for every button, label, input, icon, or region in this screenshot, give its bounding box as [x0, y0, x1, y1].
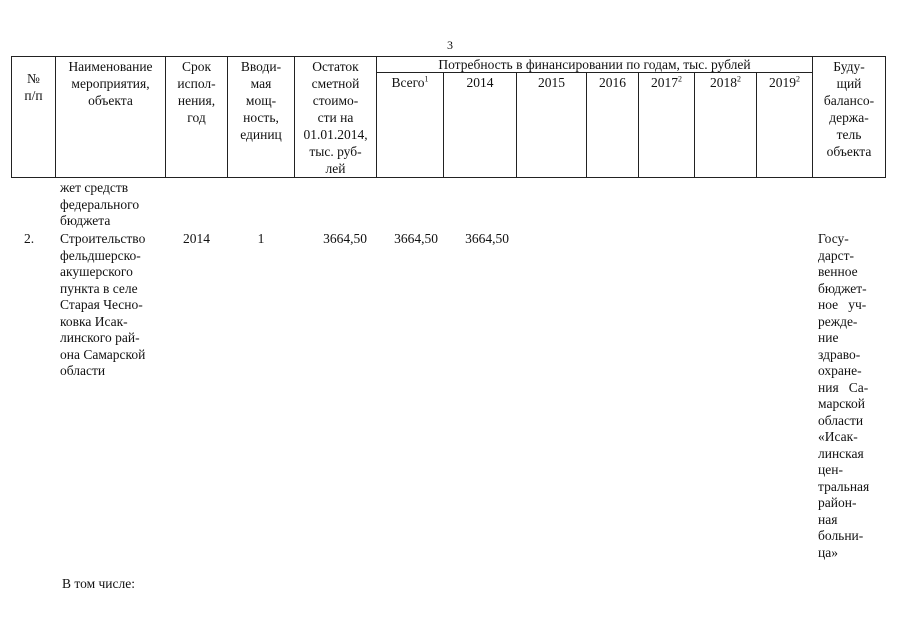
header-num: № п/п	[24, 71, 43, 103]
header-term: Срок испол- нения, год	[177, 59, 216, 125]
header-capacity: Вводи- мая мощ- ность, единиц	[240, 59, 282, 142]
header-remainder: Остаток сметной стоимо- сти на 01.01.2014, тыс. руб- лей	[303, 59, 368, 176]
header-year-2014: 2014	[466, 75, 494, 90]
row-2014: 3664,50	[465, 231, 509, 246]
row-holder: Госу- дарст- венное бюджет- ное уч- режде- ние здраво- охране- ния Са- марской области «Исак- линская цен- тральная район- ная больни- ца»	[818, 231, 870, 560]
row-term: 2014	[183, 231, 210, 246]
row-num: 2.	[24, 231, 35, 246]
page-number: 3	[447, 38, 453, 52]
continuation-text: жет средств федерального бюджета	[60, 180, 140, 228]
row-total: 3664,50	[394, 231, 438, 246]
header-year-total: Всего$^1$	[391, 74, 429, 90]
row-capacity: 1	[257, 231, 265, 246]
header-year-2018: 2018$^2$	[710, 74, 741, 90]
footer-text: В том числе:	[62, 576, 135, 591]
row-name: Строительство фельдшерско- акушерского пункта в селе Старая Чесно- ковка Исак- линского рай- она Самарской области	[60, 231, 146, 378]
header-year-2017: 2017$^2$	[651, 74, 682, 90]
header-financing-group: Потребность в финансировании по годам, тыс. рублей	[438, 57, 751, 72]
header-year-2016: 2016	[599, 75, 626, 90]
header-holder: Буду- щий балансо- держа- тель объекта	[823, 59, 875, 159]
header-year-2019: 2019$^2$	[769, 74, 800, 90]
header-name: Наименование мероприятия, объекта	[68, 59, 153, 108]
row-remainder: 3664,50	[323, 231, 367, 246]
header-year-2015: 2015	[538, 75, 565, 90]
